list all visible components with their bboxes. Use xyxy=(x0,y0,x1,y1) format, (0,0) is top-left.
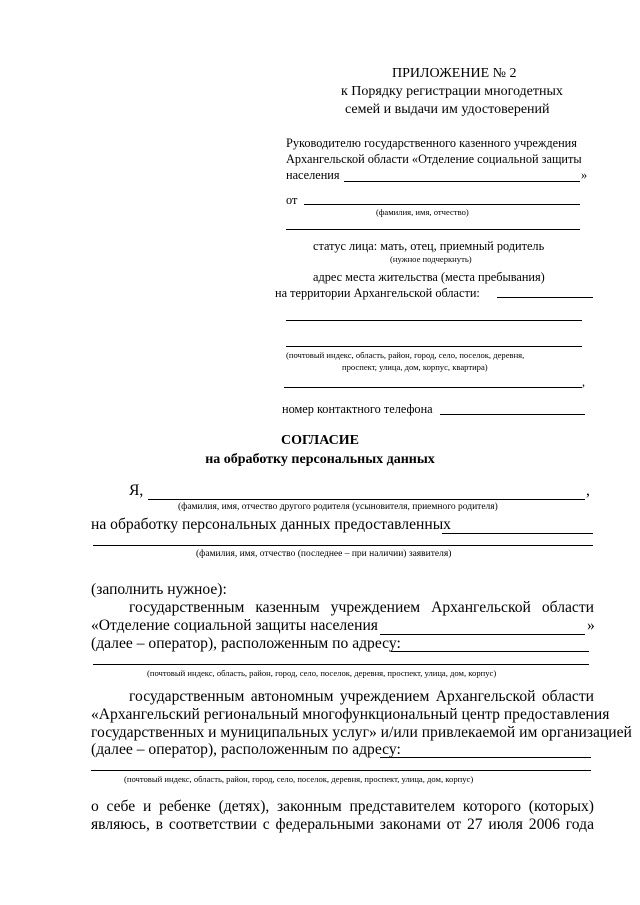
operator1-line-3: (далее – оператор), расположенным по адресу: xyxy=(91,635,401,652)
address-line-1: адрес места жительства (места пребывания) xyxy=(313,270,545,284)
status-hint: (нужное подчеркнуть) xyxy=(390,254,472,264)
address-field-3[interactable] xyxy=(286,346,582,347)
addressee-quote-end: » xyxy=(581,168,588,182)
addressee-line-1: Руководителю государственного казенного учреждения xyxy=(286,136,577,150)
operator2-line-1: государственным автономным учреждением Архангельской области xyxy=(129,688,594,705)
address-line-2: на территории Архангельской области: xyxy=(275,286,480,300)
department-field[interactable] xyxy=(344,181,580,182)
operator1-hint: (почтовый индекс, область, район, город, село, поселок, деревня, проспект, улица, дом, корпус) xyxy=(147,668,497,678)
addressee-line-3-label: населения xyxy=(286,168,340,182)
from-name-field-2[interactable] xyxy=(286,229,580,230)
phone-field[interactable] xyxy=(440,414,585,415)
applicant-hint: (фамилия, имя, отчество (последнее – при наличии) заявителя) xyxy=(196,549,452,559)
operator1-quote-end: » xyxy=(587,617,595,634)
address-hint-1: (почтовый индекс, область, район, город, село, поселок, деревня, xyxy=(286,350,525,360)
self-line-1: о себе и ребенке (детях), законным представителем которого (которых) xyxy=(91,798,594,815)
self-line-2: являюсь, в соответствии с федеральными законами от 27 июля 2006 года xyxy=(91,816,594,833)
address-comma: , xyxy=(582,375,586,389)
applicant-field-1[interactable] xyxy=(442,533,593,534)
operator1-address-field[interactable] xyxy=(391,651,589,652)
operator2-hint: (почтовый индекс, область, район, город, село, поселок, деревня, проспект, улица, дом, корпус) xyxy=(124,774,474,784)
applicant-field-2[interactable] xyxy=(93,545,593,546)
other-parent-hint: (фамилия, имя, отчество другого родителя (усыновителя, приемного родителя) xyxy=(178,502,498,512)
appendix-subtitle-2: семей и выдачи им удостоверений xyxy=(345,102,550,117)
appendix-title: ПРИЛОЖЕНИЕ № 2 xyxy=(392,66,517,81)
i-comma: , xyxy=(586,482,590,499)
operator2-line-4: (далее – оператор), расположенным по адресу: xyxy=(91,741,401,758)
phone-label: номер контактного телефона xyxy=(282,402,433,416)
address-hint-2: проспект, улица, дом, корпус, квартира) xyxy=(342,362,488,372)
consent-subtitle: на обработку персональных данных xyxy=(205,452,435,467)
addressee-line-2: Архангельской области «Отделение социальной защиты xyxy=(286,152,582,166)
address-field-2[interactable] xyxy=(286,320,582,321)
i-label: Я, xyxy=(129,482,144,499)
consent-title: СОГЛАСИЕ xyxy=(281,433,359,448)
operator2-line-3: государственных и муниципальных услуг» и/или привлекаемой им организацией xyxy=(91,724,632,741)
operator2-address-field-2[interactable] xyxy=(91,770,591,771)
address-field-4[interactable] xyxy=(284,387,582,388)
operator2-line-2: «Архангельский региональный многофункциональный центр предоставления xyxy=(91,706,610,723)
from-name-field[interactable] xyxy=(304,204,580,205)
from-label: от xyxy=(286,193,298,207)
fio-hint: (фамилия, имя, отчество) xyxy=(376,207,469,217)
operator2-address-field[interactable] xyxy=(380,757,591,758)
operator1-line-1: государственным казенным учреждением Архангельской области xyxy=(129,599,594,616)
operator1-line-2: «Отделение социальной защиты населения xyxy=(91,617,378,634)
operator1-address-field-2[interactable] xyxy=(93,664,589,665)
address-field-1[interactable] xyxy=(497,297,593,298)
other-parent-name-field[interactable] xyxy=(148,499,585,500)
fill-needed: (заполнить нужное): xyxy=(91,581,227,598)
operator1-department-field[interactable] xyxy=(380,634,585,635)
consent-line: на обработку персональных данных предоставленных xyxy=(91,516,451,533)
appendix-subtitle-1: к Порядку регистрации многодетных xyxy=(341,84,563,99)
status-text: статус лица: мать, отец, приемный родитель xyxy=(313,239,545,253)
